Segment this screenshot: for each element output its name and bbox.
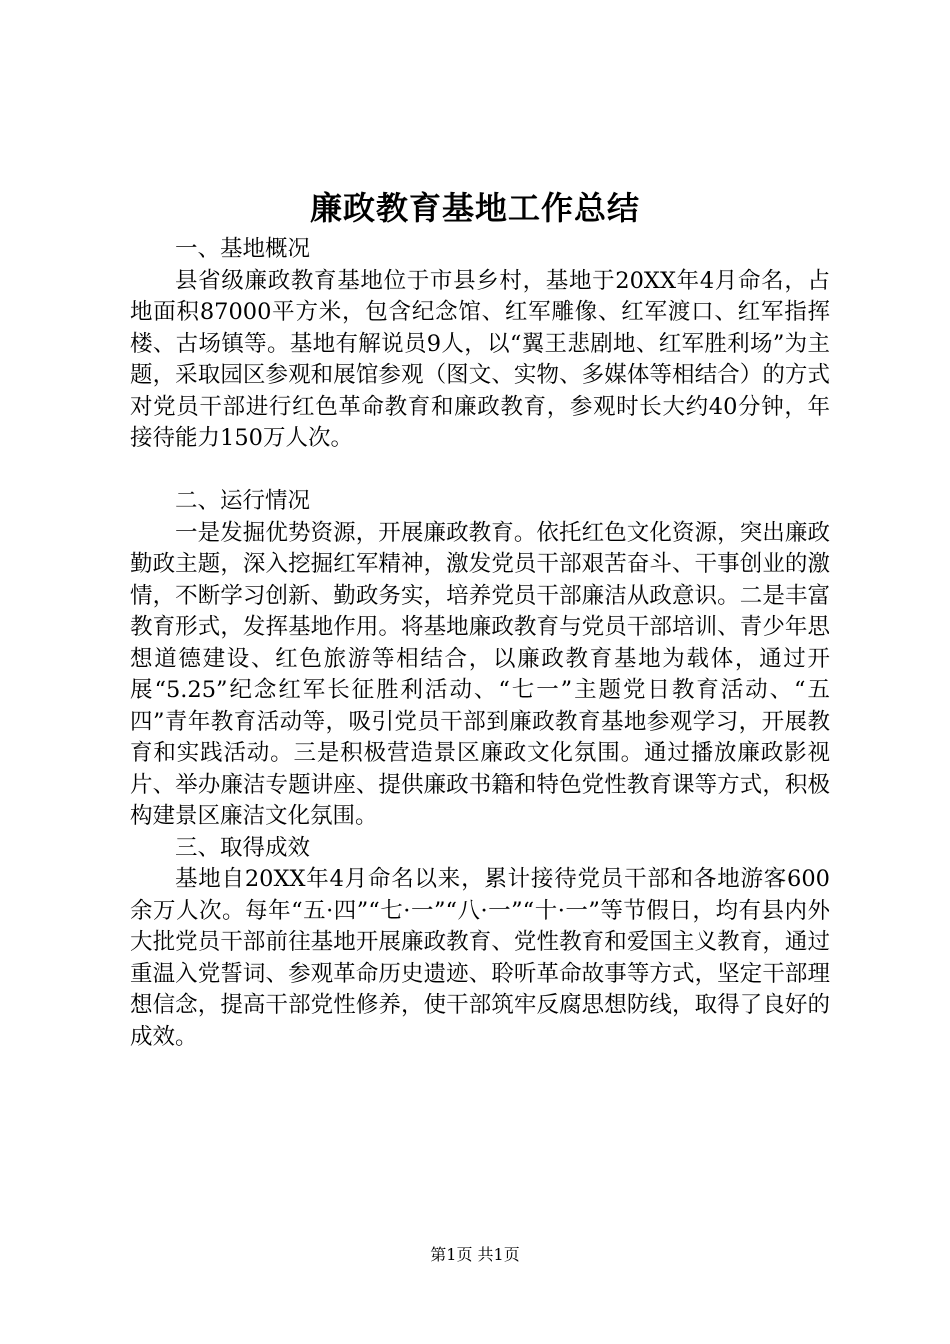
- paragraph-overview: 县省级廉政教育基地位于市县乡村，基地于20XX年4月命名，占地面积87000平方米，包含纪念馆、红军雕像、红军渡口、红军指挥楼、古场镇等。基地有解说员9人，以“翼王悲剧地、红军胜利场”为主题，采取园区参观和展馆参观（图文、实物、多媒体等相结合）的方式对党员干部进行红色革命教育和廉政教育，参观时长大约40分钟，年接待能力150万人次。: [130, 267, 830, 451]
- paragraph-operation: 一是发掘优势资源，开展廉政教育。依托红色文化资源，突出廉政勤政主题，深入挖掘红军精神，激发党员干部艰苦奋斗、干事创业的激情，不断学习创新、勤政务实，培养党员干部廉洁从政意识。二是丰富教育形式，发挥基地作用。将基地廉政教育与党员干部培训、青少年思想道德建设、红色旅游等相结合，以廉政教育基地为载体，通过开展“5.25”纪念红军长征胜利活动、“七一”主题党日教育活动、“五四”青年教育活动等，吸引党员干部到廉政教育基地参观学习，开展教育和实践活动。三是积极营造景区廉政文化氛围。通过播放廉政影视片、举办廉洁专题讲座、提供廉政书籍和特色党性教育课等方式，积极构建景区廉洁文化氛围。: [130, 519, 830, 829]
- paragraph-results: 基地自20XX年4月命名以来，累计接待党员干部和各地游客600余万人次。每年“五·四”“七·一”“八·一”“十·一”等节假日，均有县内外大批党员干部前往基地开展廉政教育、党性教育和爱国主义教育，通过重温入党誓词、参观革命历史遗迹、聆听革命故事等方式，坚定干部理想信念，提高干部党性修养，使干部筑牢反腐思想防线，取得了良好的成效。: [130, 866, 830, 1050]
- section-heading-results: 三、取得成效: [175, 834, 311, 861]
- paragraph-spacer: [130, 455, 830, 487]
- document-body: [130, 234, 830, 1053]
- page-footer: 第1页 共1页: [430, 1245, 520, 1264]
- section-heading-overview: 一、基地概况: [175, 236, 311, 262]
- document-title: 廉政教育基地工作总结: [309, 189, 640, 227]
- section-heading-operation: 二、运行情况: [175, 488, 311, 514]
